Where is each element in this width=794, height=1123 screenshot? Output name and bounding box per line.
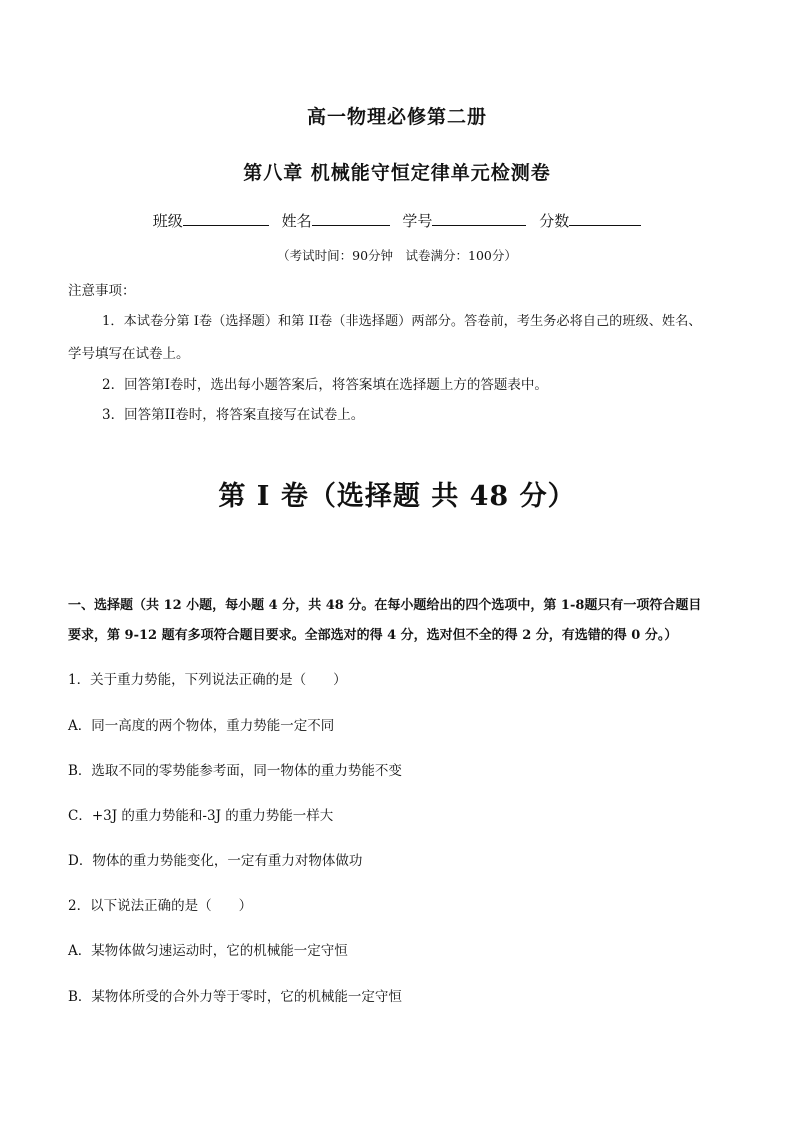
notice-item-2: 2．回答第I卷时，选出每小题答案后，将答案填在选择题上方的答题表中。 bbox=[102, 377, 548, 393]
question-1-option-a: A．同一高度的两个物体，重力势能一定不同 bbox=[68, 718, 335, 734]
class-label: 班级 bbox=[152, 212, 183, 230]
student-id-blank bbox=[432, 211, 526, 226]
student-info-line bbox=[0, 210, 794, 231]
score-blank bbox=[569, 211, 641, 226]
notice-item-3: 3．回答第II卷时，将答案直接写在试卷上。 bbox=[102, 407, 365, 423]
question-1-option-b: B．选取不同的零势能参考面，同一物体的重力势能不变 bbox=[68, 763, 402, 779]
question-2: 2．以下说法正确的是（ ） bbox=[68, 898, 253, 914]
name-label: 姓名 bbox=[281, 212, 312, 230]
part-instructions-cont: 要求，第 9-12 题有多项符合题目要求。全部选对的得 4 分，选对但不全的得 2 分，有选错的得 0 分。） bbox=[68, 628, 678, 643]
question-1-option-c: C．+3J 的重力势能和-3J 的重力势能一样大 bbox=[68, 808, 334, 824]
score-label: 分数 bbox=[539, 212, 570, 230]
question-1: 1．关于重力势能，下列说法正确的是（ ） bbox=[68, 672, 347, 688]
class-blank bbox=[183, 211, 269, 226]
part-instructions: 一、选择题（共 12 小题，每小题 4 分，共 48 分。在每小题给出的四个选项中，第 1-8题只有一项符合题目 bbox=[68, 598, 702, 613]
document-title: 高一物理必修第二册 bbox=[306, 106, 487, 128]
student-id-label: 学号 bbox=[402, 212, 433, 230]
question-1-option-d: D．物体的重力势能变化，一定有重力对物体做功 bbox=[68, 853, 363, 869]
section-title: 第 I 卷（选择题 共 48 分） bbox=[218, 481, 576, 512]
name-blank bbox=[312, 211, 390, 226]
notice-item-1-cont: 学号填写在试卷上。 bbox=[68, 346, 190, 362]
document-subtitle: 第八章 机械能守恒定律单元检测卷 bbox=[243, 162, 551, 184]
question-2-option-a: A．某物体做匀速运动时，它的机械能一定守恒 bbox=[68, 943, 348, 959]
notice-item-1: 1．本试卷分第 I卷（选择题）和第 II卷（非选择题）两部分。答卷前，考生务必将自己的班级、姓名、 bbox=[102, 314, 702, 329]
question-2-option-b: B．某物体所受的合外力等于零时，它的机械能一定守恒 bbox=[68, 989, 402, 1005]
notice-heading: 注意事项： bbox=[68, 283, 136, 299]
exam-time-note: （考试时间：90分钟 试卷满分：100分） bbox=[277, 248, 517, 263]
